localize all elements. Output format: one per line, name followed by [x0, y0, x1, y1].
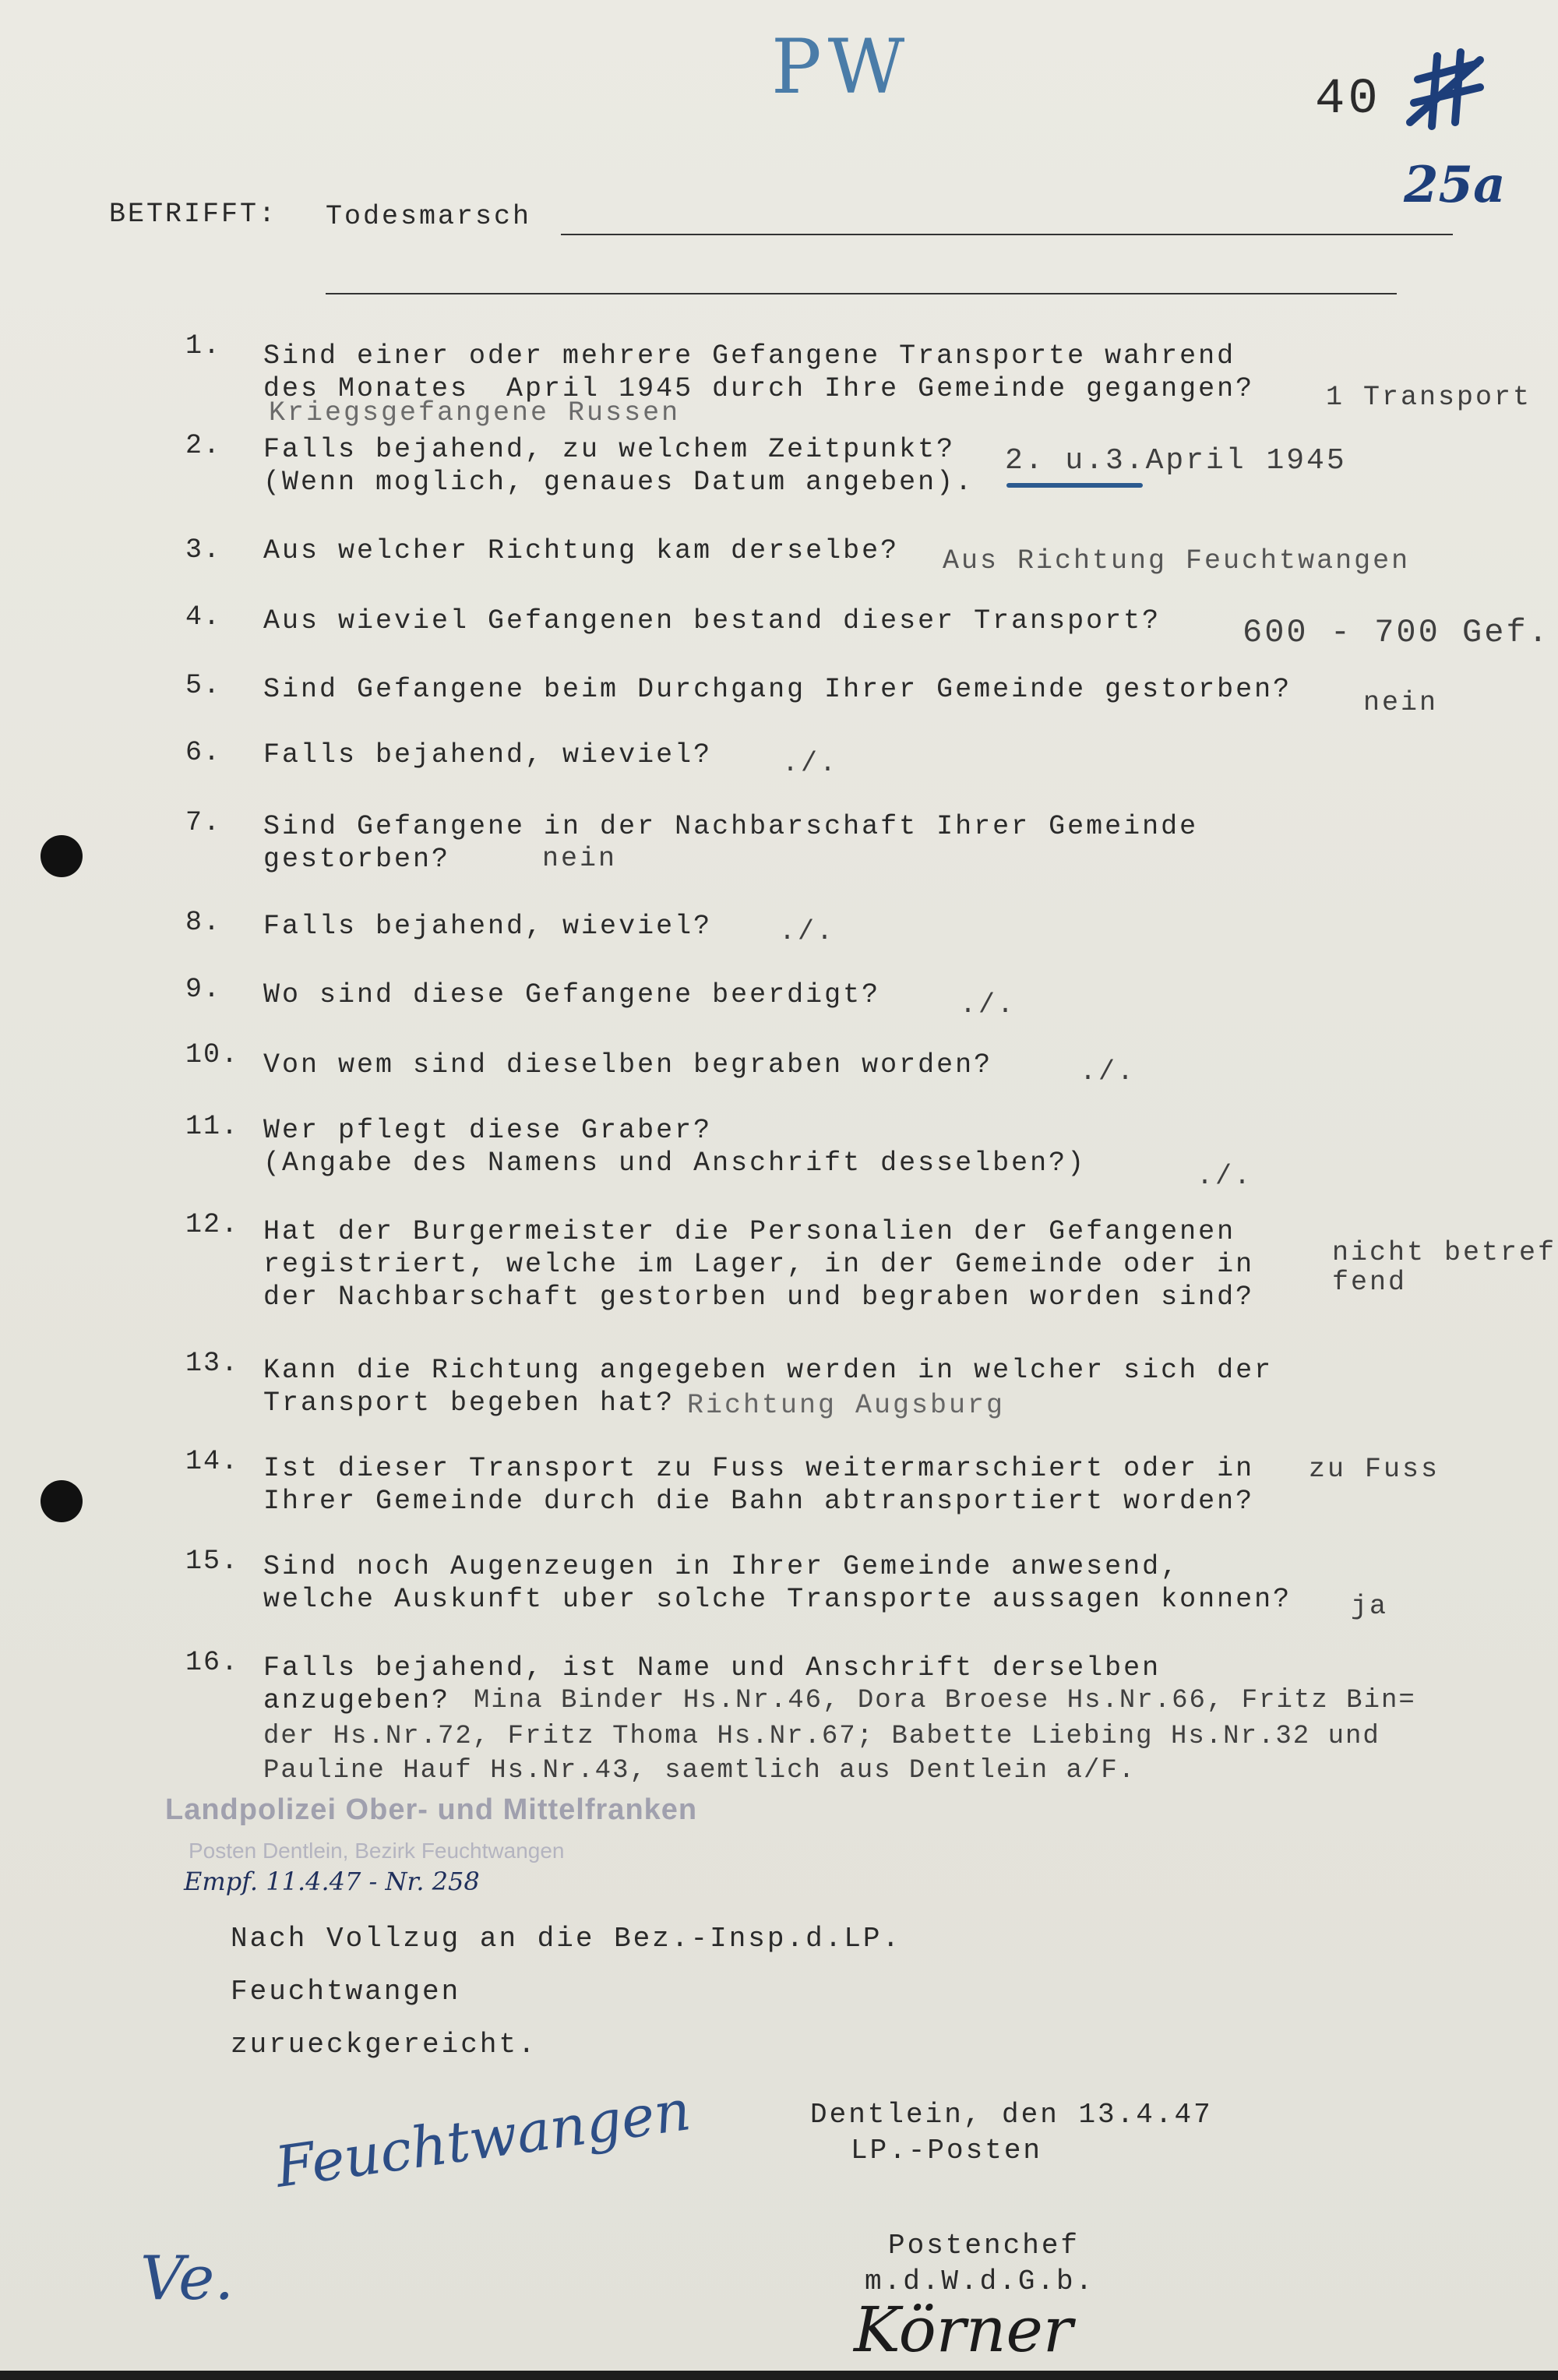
answer-16-line-2: der Hs.Nr.72, Fritz Thoma Hs.Nr.67; Babette Liebing Hs.Nr.32 und: [263, 1722, 1380, 1751]
role: Postenchef: [888, 2230, 1080, 2262]
question-text: Sind noch Augenzeugen in Ihrer Gemeinde anwesend, welche Auskunft uber solche Transporte aussagen konnen?: [263, 1551, 1292, 1615]
place-date: Dentlein, den 13.4.47: [810, 2099, 1213, 2131]
top-handwritten-mark: PW: [771, 23, 911, 111]
question-number: 15.: [185, 1546, 240, 1577]
question-text: Falls bejahend, wieviel?: [263, 739, 713, 770]
answer-1: 1 Transport: [1326, 382, 1532, 413]
question-number: 6.: [185, 737, 222, 768]
answer-7: nein: [542, 843, 618, 874]
question-number: 7.: [185, 807, 222, 838]
unit: LP.-Posten: [851, 2135, 1043, 2167]
question-number: 1.: [185, 330, 222, 361]
remark-line-2: Feuchtwangen: [231, 1976, 461, 2008]
deputy: m.d.W.d.G.b.: [865, 2265, 1095, 2297]
answer-12: nicht betref: [1332, 1237, 1557, 1268]
stamp-line-1: Landpolizei Ober- und Mittelfranken: [165, 1793, 698, 1826]
answer-16-line-1: Mina Binder Hs.Nr.46, Dora Broese Hs.Nr.66, Fritz Bin=: [474, 1686, 1416, 1715]
answer-11: ./.: [1197, 1161, 1253, 1192]
left-handwriting-town: Feuchtwangen: [271, 2077, 695, 2200]
question-text: Aus wieviel Gefangenen bestand dieser Transport?: [263, 605, 1161, 636]
question-text: Von wem sind dieselben begraben worden?: [263, 1049, 993, 1081]
answer-10: ./.: [1080, 1056, 1137, 1088]
question-text: Sind Gefangene in der Nachbarschaft Ihrer Gemeinde gestorben?: [263, 811, 1199, 875]
answer-6: ./.: [782, 748, 839, 779]
answer-2: 2. u.3.April 1945: [1005, 444, 1347, 478]
punch-hole: [41, 835, 83, 877]
remark-line-3: zurueckgereicht.: [231, 2029, 538, 2061]
question-text: Wer pflegt diese Graber? (Angabe des Namens und Anschrift desselben?): [263, 1115, 1087, 1179]
answer-8: ./.: [779, 916, 836, 947]
question-text: Falls bejahend, ist Name und Anschrift derselben anzugeben?: [263, 1652, 1161, 1716]
left-handwriting-initials: Ve.: [140, 2244, 234, 2314]
blue-underline-stroke: [1006, 483, 1143, 488]
answer-5: nein: [1363, 687, 1439, 718]
question-text: Falls bejahend, wieviel?: [263, 911, 713, 942]
scan-edge: [0, 2371, 1558, 2380]
answer-12-continued: fend: [1332, 1267, 1408, 1298]
question-number: 2.: [185, 430, 222, 461]
answer-15: ja: [1351, 1591, 1389, 1622]
question-number: 4.: [185, 601, 222, 633]
question-text: Sind Gefangene beim Durchgang Ihrer Gemeinde gestorben?: [263, 674, 1292, 705]
answer-16-line-3: Pauline Hauf Hs.Nr.43, saemtlich aus Dentlein a/F.: [263, 1756, 1137, 1786]
question-text: Wo sind diese Gefangene beerdigt?: [263, 979, 881, 1010]
question-text: Sind einer oder mehrere Gefangene Transporte wahrend des Monates April 1945 durch Ihre Gemeinde gegangen?: [263, 340, 1255, 404]
question-number: 14.: [185, 1446, 240, 1477]
question-number: 9.: [185, 974, 222, 1005]
question-text: Aus welcher Richtung kam derselbe?: [263, 535, 900, 566]
question-text: Kann die Richtung angegeben werden in welcher sich der Transport begeben hat?: [263, 1355, 1274, 1419]
separator-line: [326, 293, 1397, 294]
remark-line-1: Nach Vollzug an die Bez.-Insp.d.LP.: [231, 1923, 902, 1955]
question-text: Ist dieser Transport zu Fuss weitermarschiert oder in Ihrer Gemeinde durch die Bahn abtransportiert worden?: [263, 1453, 1255, 1517]
corner-code: 25a: [1404, 156, 1506, 214]
page-number: 40: [1315, 72, 1381, 128]
answer-13: Richtung Augsburg: [687, 1390, 1006, 1421]
stamp-line-2: Posten Dentlein, Bezirk Feuchtwangen: [189, 1839, 565, 1863]
punch-hole: [41, 1480, 83, 1522]
subject-underline: [561, 234, 1453, 235]
question-number: 8.: [185, 907, 222, 938]
answer-1-continued: Kriegsgefangene Russen: [269, 397, 681, 428]
question-number: 5.: [185, 670, 222, 701]
answer-9: ./.: [960, 989, 1017, 1021]
signature: Körner: [854, 2294, 1073, 2366]
crossed-out-mark: [1402, 48, 1488, 134]
question-number: 10.: [185, 1039, 240, 1070]
subject-value: Todesmarsch: [326, 201, 532, 232]
received-note: Empf. 11.4.47 - Nr. 258: [184, 1867, 480, 1896]
question-number: 3.: [185, 534, 222, 566]
subject-label: BETRIFFT:: [109, 199, 278, 230]
question-text: Falls bejahend, zu welchem Zeitpunkt? (Wenn moglich, genaues Datum angeben).: [263, 434, 975, 498]
answer-14: zu Fuss: [1309, 1454, 1440, 1485]
question-text: Hat der Burgermeister die Personalien der Gefangenen registriert, welche im Lager, in der Gemeinde oder in der Nachbarschaft gestorben und begraben worden sind?: [263, 1216, 1255, 1313]
question-number: 13.: [185, 1348, 240, 1379]
question-number: 16.: [185, 1647, 240, 1678]
answer-3: Aus Richtung Feuchtwangen: [943, 545, 1411, 576]
question-number: 12.: [185, 1209, 240, 1240]
question-number: 11.: [185, 1111, 240, 1142]
answer-4: 600 - 700 Gef.: [1243, 614, 1550, 651]
